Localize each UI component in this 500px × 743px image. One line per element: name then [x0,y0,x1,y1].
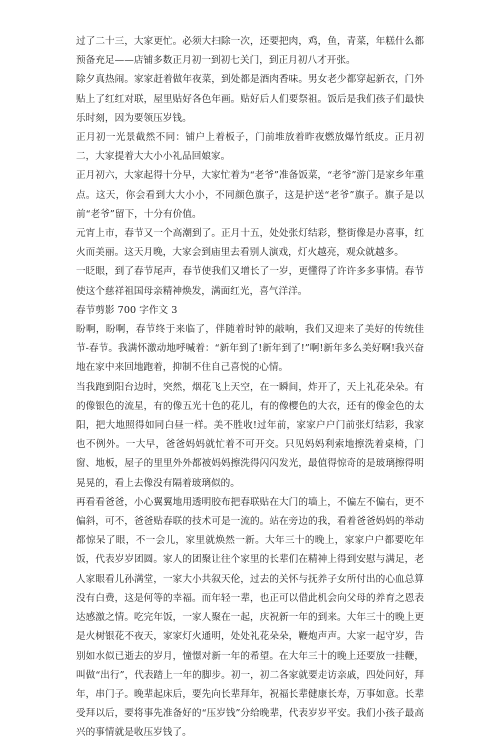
paragraph-fireworks: 当我跑到阳台边时，突然，烟花飞上天空，在一瞬间，炸开了，天上礼花朵朵。有的像银色的流星，有的像五光十色的花儿，有的像樱色的大衣，还有的像金色的太阳，把大地照得如同白昼一样。美不胜收!过年前，家家户户门前张灯结彩，我家也不例外。一大早，爸爸妈妈就忙着不可开交。只见妈妈利索地擦洗着桌椅，门窗、地板，屋子的里里外外都被妈妈擦洗得闪闪发光，最值得惊奇的是玻璃擦得明晃晃的，看上去像没有隔着玻璃似的。 [76,381,424,489]
document-page [76,32,424,743]
paragraph-festival-end: 一眨眼，到了春节尾声，春节使我们又增长了一岁，更懂得了许许多多事情。春节使这个慈祥祖国母亲精神焕发，满面红光，喜气洋洋。 [76,266,424,297]
paragraph-anticipation: 盼啊，盼啊，春节终于来临了，伴随着时钟的敲响，我们又迎来了美好的传统佳节-春节。我满怀激动地呼喊着：“新年到了!新年到了!”啊!新年多么美好啊!我兴奋地在家中来回地跑着，抑制不住自己喜悦的心情。 [76,324,424,374]
paragraph-sixth-day: 正月初六，大家起得十分早，大家忙着为“老爷”准备饭菜，“老爷”游门是家乡年重点。这天，你会看到大大小小，不同颜色旗子，这是护送“老爷”旗子。旗子是以前“老爷”留下，十分有价值。 [76,170,424,220]
paragraph-reunion: 再看看爸爸，小心翼翼地用透明胶布把春联贴在大门的墙上，不偏左不偏右，更不偏斜，可不，爸爸贴春联的技术可是一流的。站在旁边的我，看着爸爸妈妈的举动都惊呆了眼，不一会儿，家里就焕然一新。大年三十的晚上，家家户户都要吃年饭，代表岁岁团圆。家人的团聚让往个家里的长辈们在精神上得到安慰与满足，老人家眼看儿孙满堂，一家大小共叙天伦，过去的关怀与抚养子女所付出的心血总算没有白费，这是何等的幸福。而年轻一辈，也正可以借此机会向父母的养育之恩表达感激之情。吃完年饭，一家人聚在一起，庆祝新一年的到来。大年三十的晚上更是火树银花不夜天，家家灯火通明，处处礼花朵朵，鞭炮声声。大家一起守岁，告别如水似已逝去的岁月，憧憬对新一年的希望。在大年三十的晚上还要放一挂鞭，叫做“出行”，代表踏上一年的脚步。初一，初二各家就要走访亲戚，四处问好，拜年，串门子。晚辈起床后，要先向长辈拜年，祝福长辈健康长寿，万事如意。长辈受拜以后，要将事先准备好的“压岁钱”分给晚辈，代表岁岁平安。我们小孩子最高兴的事情就是收压岁钱了。 [76,496,424,739]
section-heading: 春节剪影 700 字作文 3 [76,304,178,316]
paragraph-cleaning: 过了二十三，大家更忙。必须大扫除一次，还要把肉，鸡，鱼，青菜，年糕什么都预备充足——店铺多数正月初一到初七关门，到正月初八才开张。 [76,36,424,67]
paragraph-new-years-eve: 除夕真热闹。家家赶着做年夜菜，到处都是酒肉香味。男女老少都穿起新衣，门外贴上了红红对联，屋里贴好各色年画。贴好后人们要祭祖。饭后是我们孩子们最快乐时刻，因为要领压岁钱。 [76,74,424,124]
paragraph-first-day: 正月初一光景截然不同：铺户上着板子，门前堆放着昨夜燃放爆竹纸皮。正月初二，大家提着大大小小礼品回娘家。 [76,132,424,163]
paragraph-lantern-festival: 元宵上市，春节又一个高潮到了。正月十五，处处张灯结彩，整街像是办喜事，红火而美丽。这天月晚，大家会到庙里去看别人演戏，灯火越亮，观众就越多。 [76,228,424,259]
